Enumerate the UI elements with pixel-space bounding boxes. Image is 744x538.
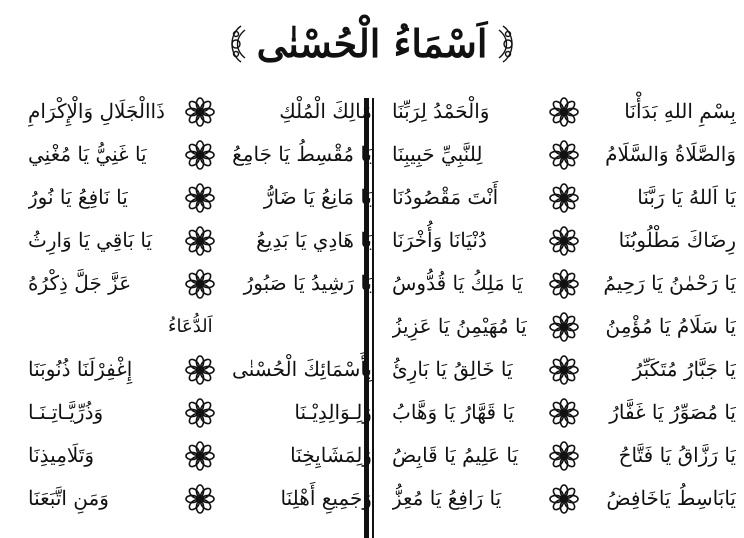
flower-icon: [549, 269, 579, 299]
verse-start: يَا رَحْمٰنُ يَا رَحِيمُ: [603, 271, 736, 295]
dua-row: [28, 391, 372, 434]
verse-row: [392, 262, 736, 305]
verse-row: [392, 477, 736, 520]
flower-icon: [185, 441, 215, 471]
verse-row: [392, 348, 736, 391]
title-ornament-left-icon: [225, 24, 247, 64]
verse-row: [392, 434, 736, 477]
flower-icon: [549, 398, 579, 428]
verse-start: يَابَاسِطُ يَاخَافِضُ: [606, 486, 736, 510]
verse-end: وَالْحَمْدُ لِرَبِّنَا: [392, 99, 490, 123]
verse-row: [28, 262, 372, 305]
verse-end: يَا غَنِيُّ يَا مُغْنِي: [28, 142, 147, 166]
verse-end: يَا خَالِقُ يَا بَارِئُ: [392, 357, 513, 381]
verse-row: [392, 391, 736, 434]
verse-end: وَتَلَامِيذِنَا: [28, 443, 95, 467]
verse-end: يَا نَافِعُ يَا نُورُ: [28, 185, 128, 209]
title-bar: [0, 14, 744, 74]
flower-icon: [549, 355, 579, 385]
dua-row: [28, 477, 372, 520]
flower-icon: [549, 226, 579, 256]
verse-row: [392, 176, 736, 219]
verse-end: يَا قَهَّارُ يَا وَهَّابُ: [392, 400, 515, 424]
verse-start: يَا مُصَوِّرُ يَا غَفَّارُ: [609, 400, 736, 424]
flower-icon: [549, 97, 579, 127]
flower-icon: [549, 484, 579, 514]
flower-icon: [185, 398, 215, 428]
verse-start: وَجَمِيعِ أَهْلِنَا: [280, 486, 372, 510]
verse-row: [392, 305, 736, 348]
verse-end: يَا رَافِعُ يَا مُعِزُّ: [392, 486, 502, 510]
flower-icon: [185, 140, 215, 170]
verse-start: يَا سَلَامُ يَا مُؤْمِنُ: [605, 314, 736, 338]
verse-end: عَزَّ جَلَّ ذِكْرُهُ: [28, 271, 132, 295]
verse-end: إِغْفِرْلَنَا ذُنُوبَنَا: [28, 357, 133, 381]
title-ornament-right-icon: [497, 24, 519, 64]
verse-end: وَذُرِّيَّـاتِـنَـا: [28, 400, 104, 424]
verse-start: يَا مَانِعُ يَا ضَارُّ: [263, 185, 372, 209]
verse-start: وَلِمَشَايِخِنَا: [290, 443, 372, 467]
page-title: اَسْمَاءُ الْحُسْنٰى: [256, 21, 488, 66]
verse-row: [392, 219, 736, 262]
flower-icon: [185, 269, 215, 299]
verse-start: بِسْمِ اللهِ بَدَأْنَا: [624, 99, 736, 123]
right-column: [392, 90, 736, 520]
verse-start: مَالِكَ الْمُلْكِ: [279, 99, 372, 123]
verse-start: يَا رَزَّاقُ يَا فَتَّاحُ: [618, 443, 736, 467]
verse-row: [28, 219, 372, 262]
dua-row: [28, 348, 372, 391]
flower-icon: [185, 97, 215, 127]
flower-icon: [549, 140, 579, 170]
verse-end: يَا بَاقِي يَا وَارِثُ: [28, 228, 152, 252]
verse-start: يَا رَشِيدُ يَا صَبُورُ: [243, 271, 372, 295]
verse-row: [28, 90, 372, 133]
verse-end: لِلنَّبِيِّ حَبِيبِنَا: [392, 142, 483, 166]
verse-end: يَا عَلِيمُ يَا قَابِضُ: [392, 443, 519, 467]
verse-end: يَا مَلِكُ يَا قُدُّوسُ: [392, 271, 523, 295]
verse-end: دُنْيَانَا وَأُخْرَنَا: [392, 228, 487, 252]
dua-heading: اَلدُّعَاءُ: [168, 316, 213, 337]
flower-icon: [185, 226, 215, 256]
flower-icon: [185, 183, 215, 213]
flower-icon: [549, 441, 579, 471]
verse-row: [28, 176, 372, 219]
verse-start: يَا هَادِي يَا بَدِيعُ: [256, 228, 372, 252]
verse-start: يَا اَللهُ يَا رَبَّنَا: [637, 185, 736, 209]
verse-row: [28, 133, 372, 176]
flower-icon: [185, 355, 215, 385]
verse-start: يَا مُقْسِطُ يَا جَامِعُ: [232, 142, 372, 166]
verse-end: يَا مُهَيْمِنُ يَا عَزِيزُ: [392, 314, 527, 338]
verse-start: وَالصَّلَاةُ وَالسَّلَامُ: [605, 142, 736, 166]
flower-icon: [185, 484, 215, 514]
verse-start: وَلِـوَالِدِيْـنَا: [294, 400, 372, 424]
verse-row: [392, 90, 736, 133]
verse-end: ذَاالْجَلَالِ وَالْإِكْرَامِ: [28, 99, 165, 123]
flower-icon: [549, 183, 579, 213]
left-column: [28, 90, 372, 520]
verse-start: رِضَاكَ مَطْلُوبُنَا: [618, 228, 736, 252]
verse-end: أَنْتَ مَقْصُودُنَا: [392, 185, 499, 209]
verse-row: [392, 133, 736, 176]
verse-start: يَا جَبَّارُ مُتَكَبِّرُ: [632, 357, 736, 381]
verse-start: بِأَسْمَائِكَ الْحُسْنٰى: [232, 357, 372, 381]
dua-row: [28, 434, 372, 477]
flower-icon: [549, 312, 579, 342]
verse-end: وَمَنِ اتَّبَعَنَا: [28, 486, 109, 510]
